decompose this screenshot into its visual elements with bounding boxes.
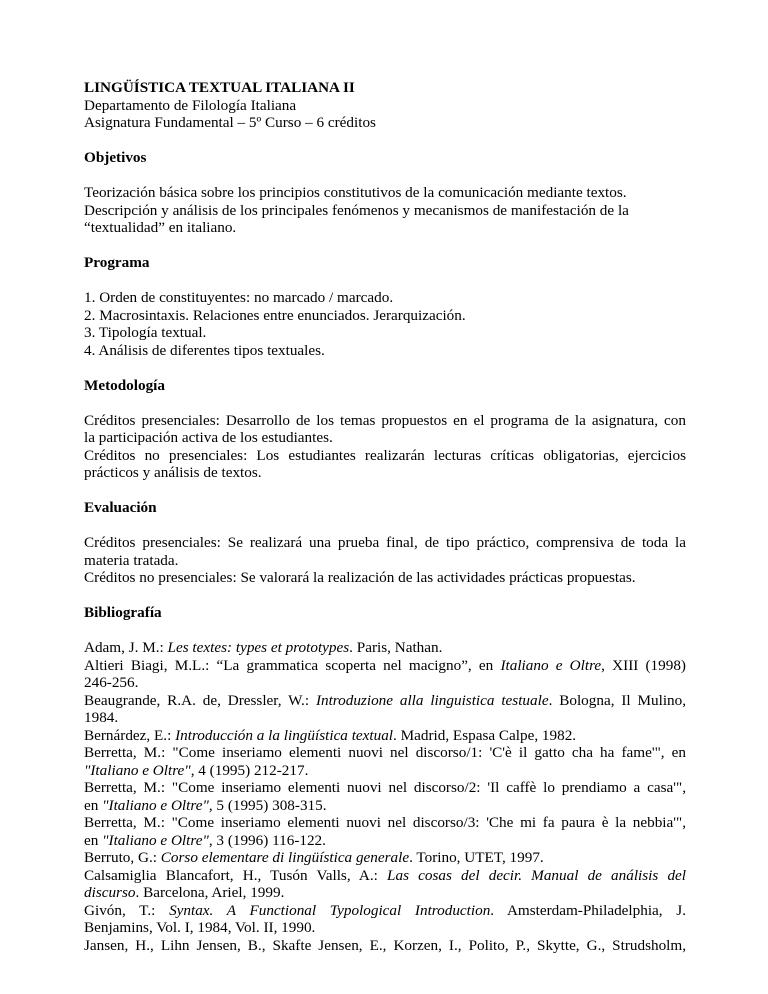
bibliography-entry: Bernárdez, E.: Introducción a la lingüística textual. Madrid, Espasa Calpe, 1982. <box>84 726 577 744</box>
bibliography-entry: Givón, T.: Syntax. A Functional Typological Introduction. Amsterdam-Philadelphia, J. <box>84 901 686 919</box>
evaluacion-line: Créditos presenciales: Se realizará una prueba final, de tipo práctico, comprensiva de toda la <box>84 534 686 551</box>
document-title: LINGÜÍSTICA TEXTUAL ITALIANA II <box>84 79 355 96</box>
document-page <box>84 79 686 954</box>
bibliography-entry: Altieri Biagi, M.L.: “La grammatica scoperta nel macigno”, en Italiano e Oltre, XIII (1998) <box>84 656 686 674</box>
bibliography-entry: Berretta, M.: "Come inseriamo elementi nuovi nel discorso/3: 'Che mi fa paura è la nebbia'", <box>84 814 686 831</box>
bibliography-entry: Calsamiglia Blancafort, H., Tusón Valls, A.: Las cosas del decir. Manual de análisis del <box>84 866 686 884</box>
objetivos-line: Teorización básica sobre los principios constitutivos de la comunicación mediante textos. <box>84 184 627 201</box>
course-info-line: Asignatura Fundamental – 5º Curso – 6 créditos <box>84 114 376 131</box>
bibliography-entry: Berretta, M.: "Come inseriamo elementi nuovi nel discorso/1: 'C'è il gatto cha ha fame'", en <box>84 744 686 761</box>
bibliography-entry-cont: discurso. Barcelona, Ariel, 1999. <box>84 884 285 901</box>
metodologia-line: prácticos y análisis de textos. <box>84 464 262 481</box>
evaluacion-line: Créditos no presenciales: Se valorará la realización de las actividades prácticas propuestas. <box>84 569 636 586</box>
metodologia-line: Créditos no presenciales: Los estudiantes realizarán lecturas críticas obligatorias, ejercicios <box>84 446 686 464</box>
bibliography-entry-cont: "Italiano e Oltre", 4 (1995) 212-217. <box>84 761 309 779</box>
evaluacion-heading: Evaluación <box>84 499 157 516</box>
evaluacion-line: materia tratada. <box>84 551 179 569</box>
bibliography-entry: Beaugrande, R.A. de, Dressler, W.: Introduzione alla linguistica testuale. Bologna, Il Mulino, <box>84 691 687 709</box>
bibliography-entry: Adam, J. M.: Les textes: types et prototypes. Paris, Nathan. <box>84 639 443 656</box>
bibliography-entry: Berretta, M.: "Come inseriamo elementi nuovi nel discorso/2: 'Il caffè lo prendiamo a casa'", <box>84 779 686 796</box>
bibliography-entry-cont: Benjamins, Vol. I, 1984, Vol. II, 1990. <box>84 919 316 936</box>
bibliography-entry-cont: 246-256. <box>84 674 139 691</box>
metodologia-line: la participación activa de los estudiantes. <box>84 429 333 446</box>
bibliography-entry-cont: en "Italiano e Oltre", 5 (1995) 308-315. <box>84 796 327 814</box>
programa-heading: Programa <box>84 254 150 271</box>
bibliography-entry-cont: en "Italiano e Oltre", 3 (1996) 116-122. <box>84 831 326 849</box>
objetivos-heading: Objetivos <box>84 149 147 166</box>
programa-item: 1. Orden de constituyentes: no marcado / marcado. <box>84 289 394 306</box>
objetivos-line: Descripción y análisis de los principales fenómenos y mecanismos de manifestación de la <box>84 201 629 219</box>
department-line: Departamento de Filología Italiana <box>84 96 297 114</box>
bibliography-entry-cont: 1984. <box>84 709 119 726</box>
metodologia-line: Créditos presenciales: Desarrollo de los temas propuestos en el programa de la asignatura, con <box>84 411 686 429</box>
programa-item: 2. Macrosintaxis. Relaciones entre enunciados. Jerarquización. <box>84 306 466 324</box>
programa-item: 3. Tipología textual. <box>84 324 207 341</box>
programa-item: 4. Análisis de diferentes tipos textuales. <box>84 341 325 359</box>
metodologia-heading: Metodología <box>84 376 165 394</box>
objetivos-line: “textualidad” en italiano. <box>84 219 237 236</box>
bibliografia-heading: Bibliografía <box>84 604 162 621</box>
bibliography-entry: Berruto, G.: Corso elementare di lingüística generale. Torino, UTET, 1997. <box>84 849 544 866</box>
bibliography-entry: Jansen, H., Lihn Jensen, B., Skafte Jensen, E., Korzen, I., Polito, P., Skytte, G., Strudsholm, <box>84 936 686 954</box>
bibliography-list <box>84 639 686 954</box>
